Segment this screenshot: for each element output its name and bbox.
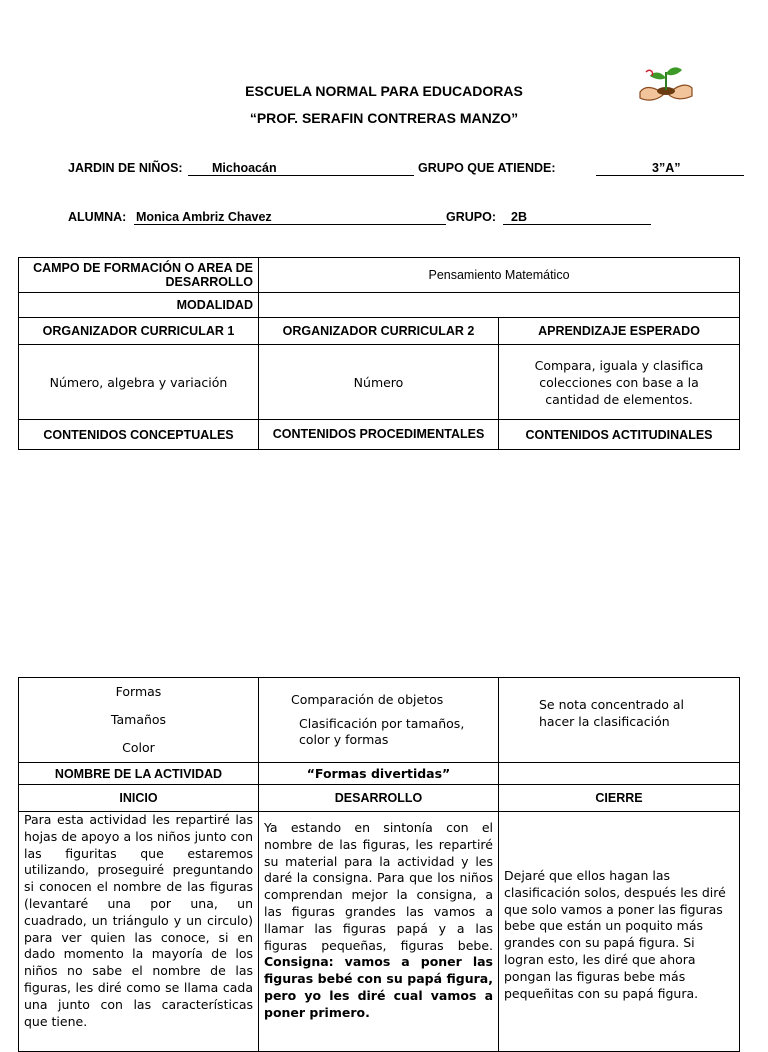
group-attends-label: GRUPO QUE ATIENDE:: [418, 161, 556, 175]
conceptual-formas: Formas: [115, 684, 162, 699]
org2-value: Número: [259, 345, 499, 420]
group-attends-value: 3”A”: [652, 161, 681, 175]
desarrollo-consigna: Consigna: vamos a poner las figuras bebé con su papá figura, pero yo les diré cual vamos a poner primero.: [264, 954, 493, 1020]
plan-table-top: [18, 257, 740, 450]
kinder-label: JARDIN DE NIÑOS:: [68, 161, 183, 175]
inicio-header: INICIO: [19, 785, 259, 812]
activity-name: “Formas divertidas”: [259, 763, 499, 785]
modalidad-label: MODALIDAD: [19, 293, 259, 318]
campo-value: Pensamiento Matemático: [259, 258, 740, 293]
inicio-text: Para esta actividad les repartiré las hojas de apoyo a los niños junto con las figuritas que estaremos utilizando, proseguiré preguntando si conocen el nombre de las figuras (levantaré una por una, un cuadrado, un triángulo y un circulo) para ver quien las conoce, si en dado momento la mayoría de los niños no sabe el nombre de las figuras, les diré como se llama cada una junto con las características que tiene.: [19, 812, 259, 1052]
conceptuales-cell: [19, 678, 259, 763]
procedimentales-header: CONTENIDOS PROCEDIMENTALES: [259, 420, 499, 450]
procedimental-comparacion: Comparación de objetos: [291, 692, 444, 707]
procedimentales-cell: [259, 678, 499, 763]
conceptual-color: Color: [122, 740, 155, 755]
conceptuales-header: CONTENIDOS CONCEPTUALES: [19, 420, 259, 450]
org1-value: Número, algebra y variación: [19, 345, 259, 420]
student-value-line: [134, 210, 446, 225]
org2-header: ORGANIZADOR CURRICULAR 2: [259, 318, 499, 345]
desarrollo-text: Ya estando en sintonía con el nombre de las figuras, les repartiré su material para la actividad y les daré la consigna. Para que los niños comprendan mejor la consigna, a las figuras grandes las vamos a llamar las figuras papá y a las figuras pequeñas, figuras bebe.: [264, 820, 493, 953]
actitudinales-cell: Se nota concentrado al hacer la clasificación: [499, 678, 740, 763]
desarrollo-header: DESARROLLO: [259, 785, 499, 812]
hands-with-plant-icon: [636, 58, 696, 106]
student-value: Monica Ambriz Chavez: [136, 210, 272, 224]
activity-label: NOMBRE DE LA ACTIVIDAD: [19, 763, 259, 785]
desarrollo-cell: [259, 812, 499, 1052]
cierre-text: Dejaré que ellos hagan las clasificación solos, después les diré que solo vamos a poner las figuras bebe que están un poquito más grandes con su papá figura. Si logran esto, les diré que ahora pongan las figuras bebe más pequeñitas con su papá figura.: [499, 812, 740, 1052]
org1-header: ORGANIZADOR CURRICULAR 1: [19, 318, 259, 345]
school-title: ESCUELA NORMAL PARA EDUCADORAS: [245, 83, 523, 99]
group-attends-line: [596, 161, 744, 176]
aprendizaje-header: APRENDIZAJE ESPERADO: [499, 318, 740, 345]
student-label: ALUMNA:: [68, 210, 127, 224]
actitudinales-header: CONTENIDOS ACTITUDINALES: [499, 420, 740, 450]
group-label: GRUPO:: [446, 210, 496, 224]
aprendizaje-value: Compara, iguala y clasifica colecciones con base a la cantidad de elementos.: [499, 345, 740, 420]
activity-empty: [499, 763, 740, 785]
plan-table-bottom: [18, 677, 740, 1052]
group-value: 2B: [511, 210, 527, 224]
procedimental-clasificacion: Clasificación por tamaños, color y formas: [299, 716, 465, 747]
conceptual-tamanos: Tamaños: [110, 712, 167, 727]
group-value-line: [503, 210, 651, 225]
campo-label: CAMPO DE FORMACIÓN O AREA DE DESARROLLO: [19, 258, 259, 293]
kinder-value: Michoacán: [212, 161, 277, 175]
cierre-header: CIERRE: [499, 785, 740, 812]
school-name: “PROF. SERAFIN CONTRERAS MANZO”: [249, 110, 519, 126]
modalidad-value: [259, 293, 740, 318]
kinder-value-line: [188, 161, 414, 176]
